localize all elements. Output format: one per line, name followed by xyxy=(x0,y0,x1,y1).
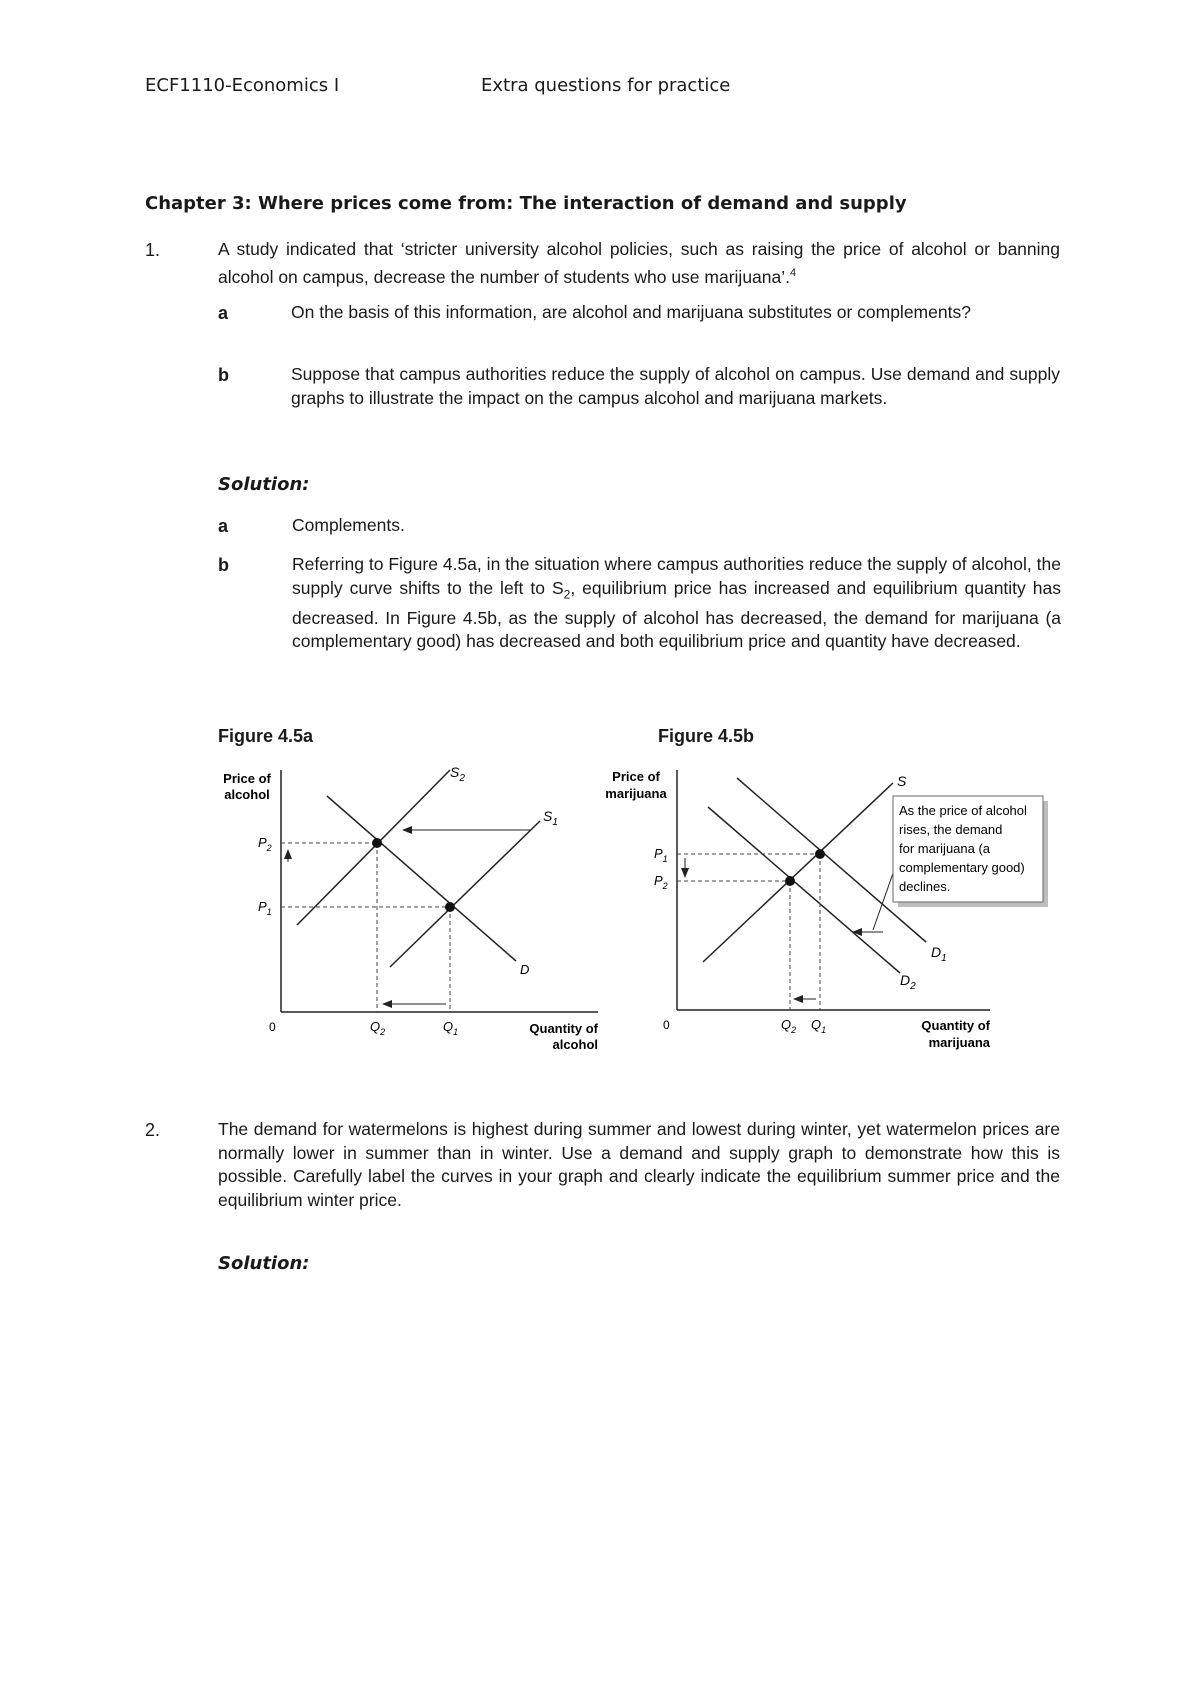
question-1a-label: a xyxy=(218,303,229,323)
question-1-text: A study indicated that ‘stricter university alcohol policies, such as raising the price of alcohol or banning alcohol on campus, decrease the number of students who use marijuana’.$^4$ xyxy=(218,239,1060,287)
solution-1b-label: b xyxy=(218,555,229,575)
figure-a-y-label-2: alcohol xyxy=(224,787,270,802)
question-2-number: 2. xyxy=(145,1120,161,1140)
figure-b-y-label-2: marijuana xyxy=(605,786,667,801)
question-2-text: The demand for watermelons is highest during summer and lowest during winter, yet watermelon prices are normally lower in summer than in winter. Use a demand and supply graph to demonstrate how this is possible. Carefully label the curves in your graph and clearly indicate the equilibrium summer price and the equilibrium winter price. xyxy=(218,1119,1060,1210)
figure-b-origin: 0 xyxy=(663,1018,670,1032)
figure-b-label-q1: $Q_1$ xyxy=(811,1017,827,1035)
header-title: Extra questions for practice xyxy=(481,75,731,96)
footnote-marker: 4 xyxy=(790,266,797,279)
solution-1a-text: Complements. xyxy=(292,515,405,535)
question-1b-label: b xyxy=(218,365,229,385)
figure-a-label-p2: $P_2$ xyxy=(258,835,272,853)
header-course: ECF1110-Economics I xyxy=(145,75,340,96)
figure-b-note-line-3: for marijuana (a xyxy=(899,841,991,856)
figure-b-label-d2: $D_2$ xyxy=(900,972,916,992)
question-1b-text: Suppose that campus authorities reduce the supply of alcohol on campus. Use demand and supply graphs to illustrate the impact on the campus alcohol and marijuana markets. xyxy=(291,364,1060,408)
figure-a-y-label: Price of xyxy=(223,771,271,786)
figure-b-demand-d2 xyxy=(708,807,900,973)
figure-b-note-line-4: complementary good) xyxy=(899,860,1025,875)
figure-b-equilibrium-old xyxy=(815,849,825,859)
solution-1b-text: Referring to Figure 4.5a, in the situation where campus authorities reduce the supply of alcohol, the supply curve shifts to the left to $S_2$, equilibrium price has increased and equilibrium quantity has decreased. In Figure 4.5b, as the supply of alcohol has decreased, the demand for marijuana (a complementary good) has decreased and both equilibrium price and quantity have decreased. xyxy=(292,554,1061,651)
question-1a-text: On the basis of this information, are alcohol and marijuana substitutes or complements? xyxy=(291,302,971,322)
figure-b-label-q2: $Q_2$ xyxy=(781,1017,797,1035)
figure-a-label-s2: $S_2$ xyxy=(450,764,465,784)
figure-b-supply-s xyxy=(703,783,893,962)
figure-b-equilibrium-new xyxy=(785,876,795,886)
solution-1-heading: Solution: xyxy=(218,474,310,495)
chapter-title: Chapter 3: Where prices come from: The interaction of demand and supply xyxy=(145,193,907,214)
figure-a-label-s1: $S_1$ xyxy=(543,808,558,828)
figure-a-label-p1: $P_1$ xyxy=(258,899,272,917)
figure-b-label-d1: $D_1$ xyxy=(931,944,947,964)
question-1-number: 1. xyxy=(145,240,161,260)
figure-b-x-label-2: marijuana xyxy=(928,1035,990,1050)
figure-b-x-label: Quantity of xyxy=(921,1018,990,1033)
figure-a-label-d: D xyxy=(520,962,530,977)
figure-a-label-q2: $Q_2$ xyxy=(370,1019,386,1037)
figure-b-label-p2: $P_2$ xyxy=(654,873,668,891)
figure-b-y-label: Price of xyxy=(612,769,660,784)
solution-2-heading: Solution: xyxy=(218,1253,310,1274)
figure-a-x-label-2: alcohol xyxy=(552,1037,598,1052)
figure-b-title: Figure 4.5b xyxy=(658,726,755,746)
figure-a-label-q1: $Q_1$ xyxy=(443,1019,459,1037)
figure-a-title: Figure 4.5a xyxy=(218,726,314,746)
figure-b-label-s: S xyxy=(897,773,907,789)
figure-b-note-line-2: rises, the demand xyxy=(899,822,1003,837)
figure-b-label-p1: $P_1$ xyxy=(654,846,668,864)
figure-a-origin: 0 xyxy=(269,1020,276,1034)
solution-1a-label: a xyxy=(218,516,229,536)
figure-b-note-line-5: declines. xyxy=(899,879,951,894)
figure-b-note-line-1: As the price of alcohol xyxy=(899,803,1027,818)
figure-a-x-label: Quantity of xyxy=(529,1021,598,1036)
